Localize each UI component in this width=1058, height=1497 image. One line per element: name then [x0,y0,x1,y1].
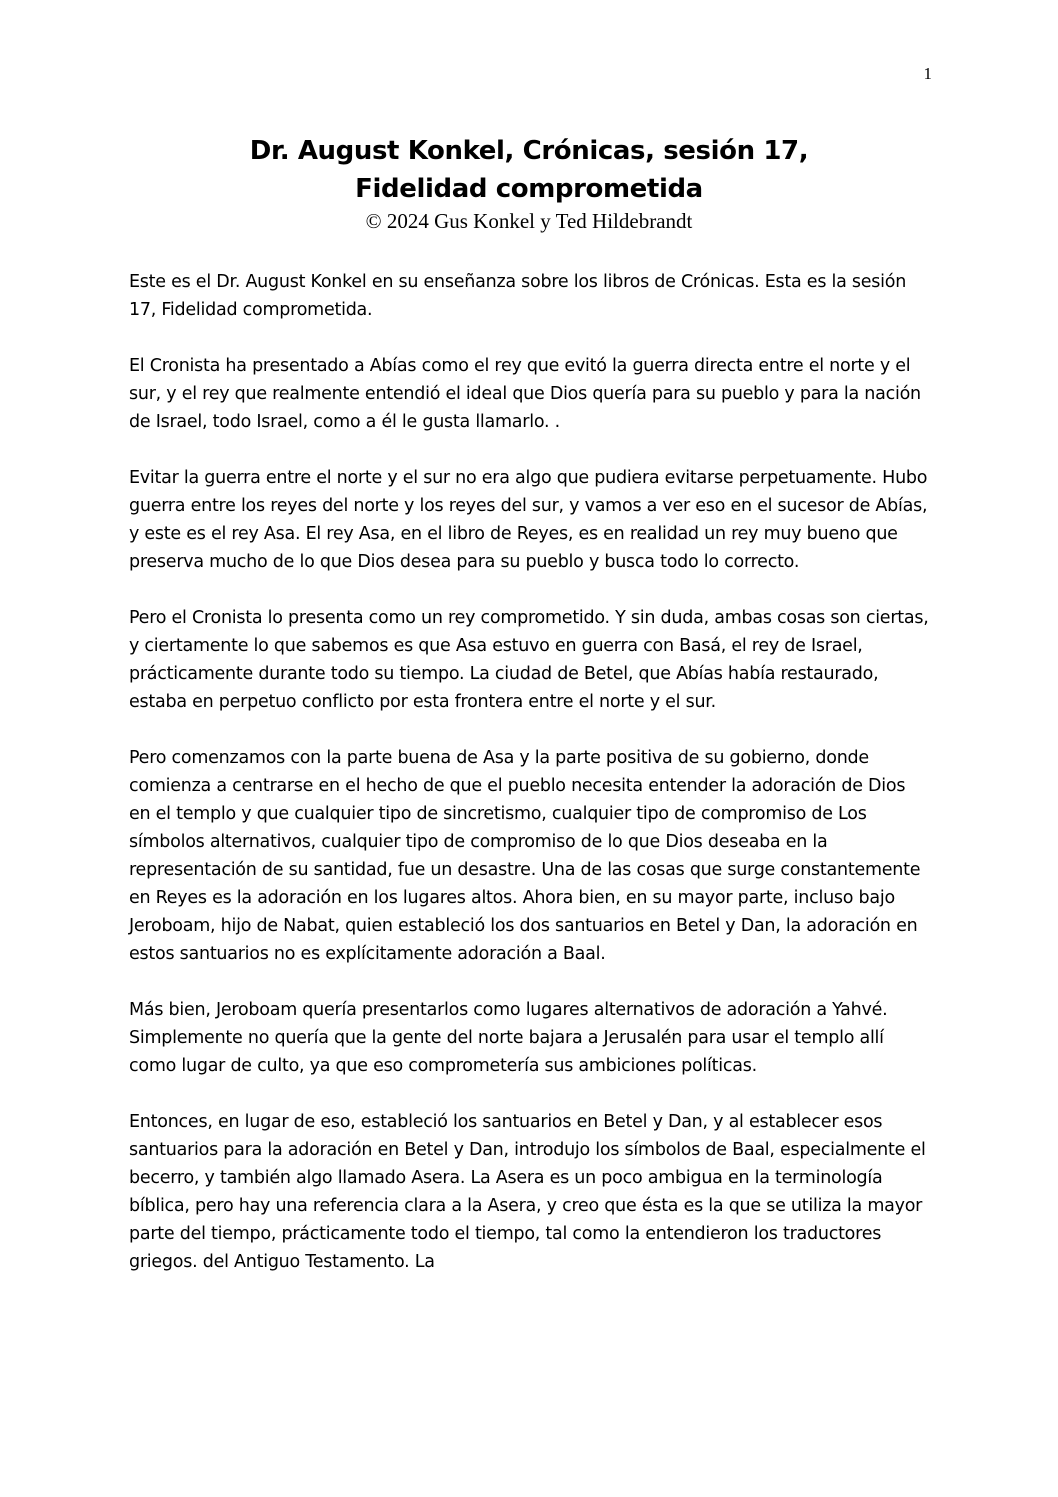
paragraph: Pero el Cronista lo presenta como un rey comprometido. Y sin duda, ambas cosas son ciertas, y ciertamente lo que sabemos es que Asa estuvo en guerra con Basá, el rey de Israel, prácticamente durante todo su tiempo. La ciudad de Betel, que Abías había restaurado, estaba en perpetuo conflicto por esta frontera entre el norte y el sur. [129,608,929,712]
paragraph: Más bien, Jeroboam quería presentarlos como lugares alternativos de adoración a Yahvé. Simplemente no quería que la gente del norte bajara a Jerusalén para usar el templo allí como lugar de culto, ya que eso comprometería sus ambiciones políticas. [129,1000,888,1076]
document-body [129,268,929,1304]
paragraph: Pero comenzamos con la parte buena de Asa y la parte positiva de su gobierno, donde comienza a centrarse en el hecho de que el pueblo necesita entender la adoración de Dios en el templo y que cualquier tipo de sincretismo, cualquier tipo de compromiso de Los símbolos alternativos, cualquier tipo de compromiso de lo que Dios deseaba en la representación de su santidad, fue un desastre. Una de las cosas que surge constantemente en Reyes es la adoración en los lugares altos. Ahora bien, en su mayor parte, incluso bajo Jeroboam, hijo de Nabat, quien estableció los dos santuarios en Betel y Dan, la adoración en estos santuarios no es explícitamente adoración a Baal. [129,748,921,964]
paragraph: El Cronista ha presentado a Abías como el rey que evitó la guerra directa entre el norte y el sur, y el rey que realmente entendió el ideal que Dios quería para su pueblo y para la nación de Israel, todo Israel, como a él le gusta llamarlo. . [129,356,921,432]
copyright-line: © 2024 Gus Konkel y Ted Hildebrandt [365,209,693,233]
paragraph: Evitar la guerra entre el norte y el sur no era algo que pudiera evitarse perpetuamente. Hubo guerra entre los reyes del norte y los reyes del sur, y vamos a ver eso en el sucesor de Abías, y este es el rey Asa. El rey Asa, en el libro de Reyes, es en realidad un rey muy bueno que preserva mucho de lo que Dios desea para su pueblo y busca todo lo correcto. [129,468,928,572]
paragraph: Este es el Dr. August Konkel en su enseñanza sobre los libros de Crónicas. Esta es la sesión 17, Fidelidad comprometida. [129,272,907,320]
title-line-2: Fidelidad comprometida [355,174,703,204]
page-number: 1 [923,64,932,83]
title-line-1: Dr. August Konkel, Crónicas, sesión 17, [249,136,809,166]
paragraph: Entonces, en lugar de eso, estableció los santuarios en Betel y Dan, y al establecer esos santuarios para la adoración en Betel y Dan, introdujo los símbolos de Baal, especialmente el becerro, y también algo llamado Asera. La Asera es un poco ambigua en la terminología bíblica, pero hay una referencia clara a la Asera, y creo que ésta es la que se utiliza la mayor parte del tiempo, prácticamente todo el tiempo, tal como la entendieron los traductores griegos. del Antiguo Testamento. La [129,1112,926,1272]
title-block [0,132,1058,234]
